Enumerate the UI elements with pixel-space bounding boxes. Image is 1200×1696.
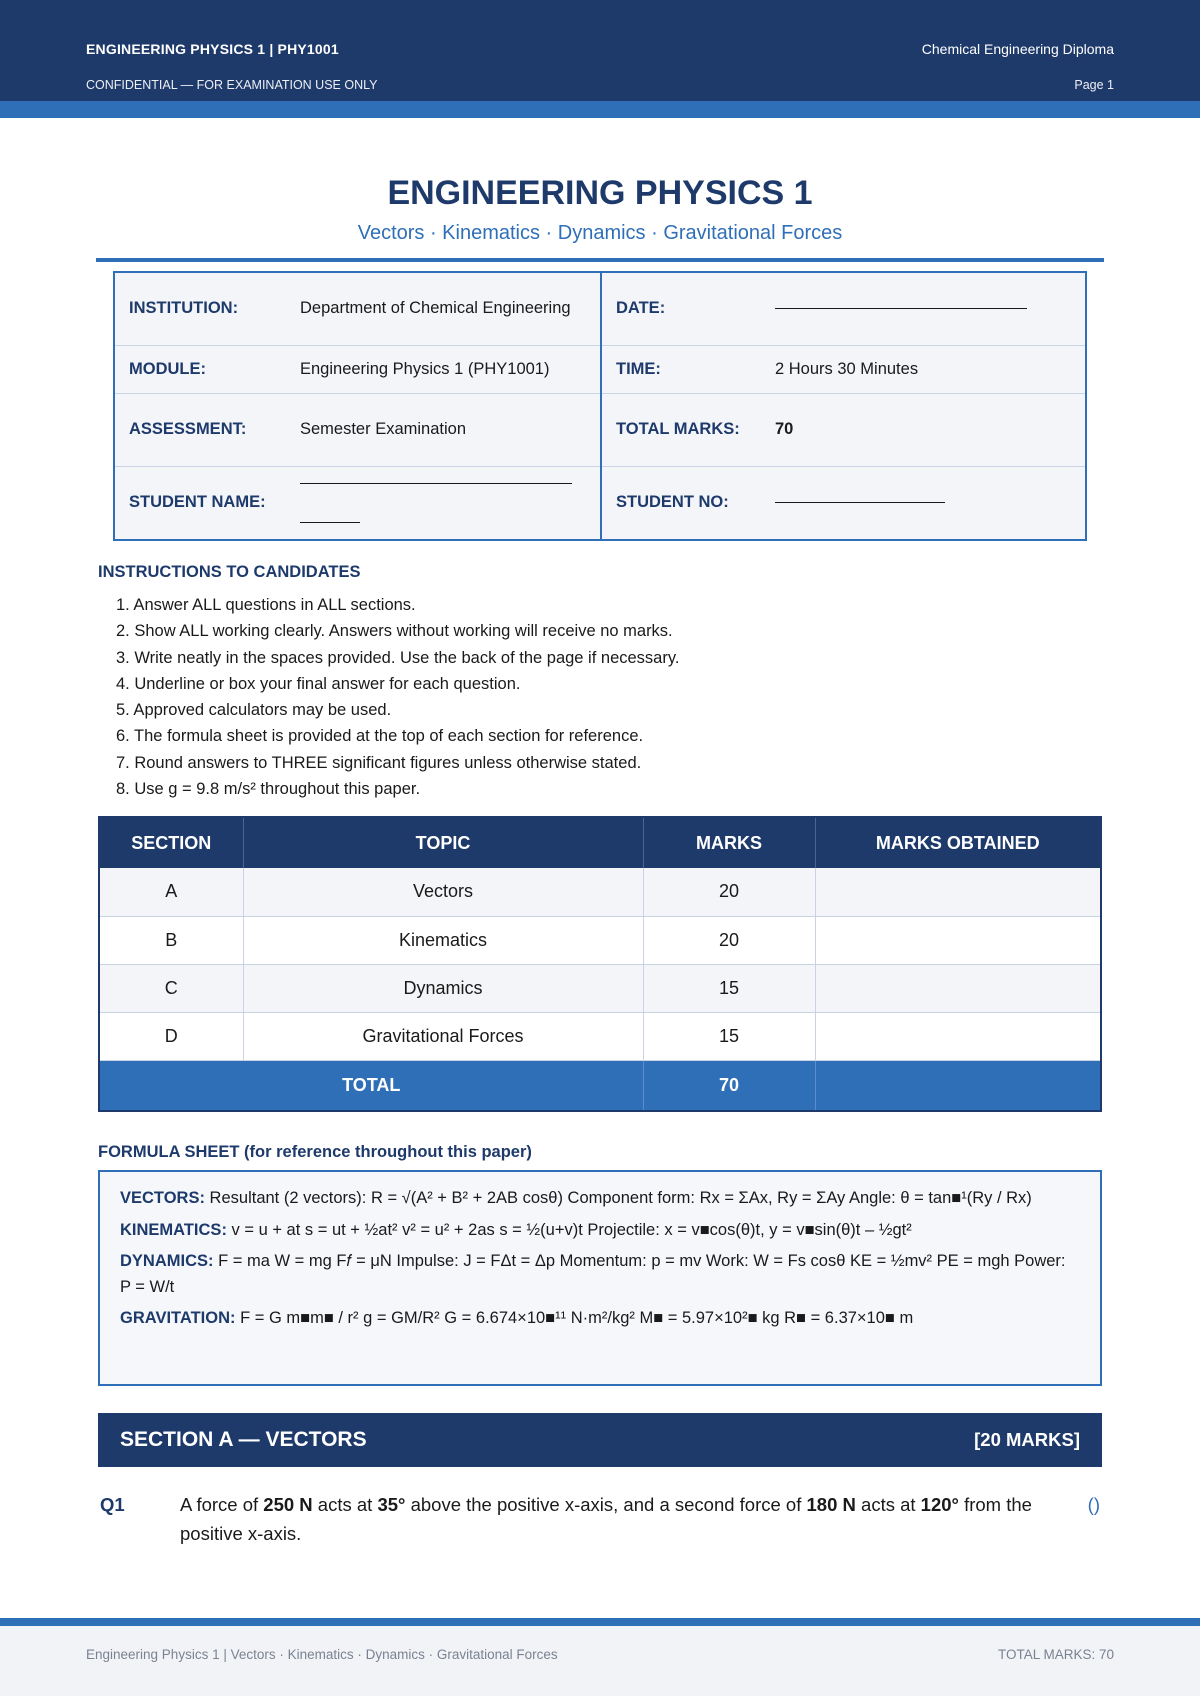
cell-marks-obtained[interactable] bbox=[815, 916, 1101, 964]
column-header-topic: TOPIC bbox=[243, 817, 643, 868]
formula-sheet-box bbox=[98, 1170, 1102, 1386]
q1-text-part: above the positive x-axis, and a second force of bbox=[405, 1494, 807, 1515]
title-divider bbox=[96, 258, 1104, 262]
student-name-blank[interactable] bbox=[286, 466, 601, 539]
instruction-item: 5. Approved calculators may be used. bbox=[116, 701, 392, 720]
page-header bbox=[0, 0, 1200, 101]
question-number: Q1 bbox=[100, 1494, 125, 1515]
cell-marks: 20 bbox=[643, 916, 815, 964]
section-a-title: SECTION A — VECTORS bbox=[120, 1428, 367, 1451]
formula-dynamics-label: DYNAMICS: bbox=[120, 1252, 214, 1270]
formula-kinematics bbox=[120, 1218, 1080, 1244]
q1-angle-2: 120° bbox=[920, 1494, 959, 1515]
institution-value: Department of Chemical Engineering bbox=[286, 273, 601, 345]
assessment-label: ASSESSMENT: bbox=[115, 393, 286, 466]
exam-info-box bbox=[113, 271, 1087, 541]
header-confidential: CONFIDENTIAL — FOR EXAMINATION USE ONLY bbox=[86, 78, 378, 92]
q1-force-2: 180 N bbox=[806, 1494, 856, 1515]
table-row bbox=[99, 1012, 1101, 1060]
formula-gravitation bbox=[120, 1306, 1080, 1332]
cell-marks: 20 bbox=[643, 868, 815, 916]
instruction-item: 7. Round answers to THREE significant figures unless otherwise stated. bbox=[116, 753, 642, 772]
instructions-list bbox=[116, 592, 679, 802]
info-row-institution bbox=[115, 273, 1085, 345]
page-title: ENGINEERING PHYSICS 1 bbox=[387, 174, 813, 212]
formula-sheet-heading: FORMULA SHEET (for reference throughout this paper) bbox=[98, 1143, 532, 1161]
instruction-item: 8. Use g = 9.8 m/s² throughout this paper. bbox=[116, 780, 421, 799]
cell-marks-obtained[interactable] bbox=[815, 1012, 1101, 1060]
total-marks-value: 70 bbox=[761, 393, 1085, 466]
instructions-heading: INSTRUCTIONS TO CANDIDATES bbox=[98, 563, 361, 581]
instruction-item: 6. The formula sheet is provided at the top of each section for reference. bbox=[116, 727, 644, 746]
footer-total-marks: TOTAL MARKS: 70 bbox=[997, 1647, 1114, 1662]
header-course: ENGINEERING PHYSICS 1 | PHY1001 bbox=[86, 41, 339, 57]
instruction-item: 4. Underline or box your final answer for each question. bbox=[116, 674, 521, 693]
table-row bbox=[99, 964, 1101, 1012]
page-subtitle: Vectors · Kinematics · Dynamics · Gravitational Forces bbox=[357, 222, 843, 244]
table-total-row bbox=[99, 1060, 1101, 1111]
cell-topic: Gravitational Forces bbox=[243, 1012, 643, 1060]
formula-vectors bbox=[120, 1186, 1080, 1212]
cell-marks: 15 bbox=[643, 964, 815, 1012]
student-no-blank-line[interactable] bbox=[775, 502, 945, 503]
instruction-item: 2. Show ALL working clearly. Answers without working will receive no marks. bbox=[116, 622, 673, 641]
info-row-assessment bbox=[115, 393, 1085, 466]
instruction-item: 3. Write neatly in the spaces provided. Use the back of the page if necessary. bbox=[116, 648, 680, 667]
module-value: Engineering Physics 1 (PHY1001) bbox=[286, 345, 601, 393]
q1-text-part: acts at bbox=[855, 1494, 921, 1515]
cell-section: B bbox=[99, 916, 243, 964]
formula-dynamics-text: F = ma W = mg F𝑓 = μN Impulse: J = FΔt = Δp Momentum: p = mv Work: W = Fs cosθ KE = ½mv² PE = mgh Power: P = W/t bbox=[120, 1252, 1066, 1296]
cell-section: A bbox=[99, 868, 243, 916]
cell-topic: Kinematics bbox=[243, 916, 643, 964]
total-marks-label: TOTAL MARKS: bbox=[601, 393, 761, 466]
formula-kinematics-label: KINEMATICS: bbox=[120, 1220, 227, 1239]
footer-accent-stripe bbox=[0, 1618, 1200, 1626]
column-header-section: SECTION bbox=[99, 817, 243, 868]
time-label: TIME: bbox=[601, 345, 761, 393]
header-program: Chemical Engineering Diploma bbox=[921, 41, 1114, 57]
time-value: 2 Hours 30 Minutes bbox=[761, 345, 1085, 393]
cell-marks-obtained[interactable] bbox=[815, 868, 1101, 916]
section-a-header bbox=[98, 1413, 1102, 1467]
student-name-line[interactable] bbox=[300, 483, 572, 484]
footer-left-text: Engineering Physics 1 | Vectors · Kinematics · Dynamics · Gravitational Forces bbox=[86, 1647, 558, 1662]
formula-vectors-text: Resultant (2 vectors): R = √(A² + B² + 2AB cosθ) Component form: Rx = ΣAx, Ry = ΣAy Angle: θ = tan■¹(Ry / Rx) bbox=[204, 1189, 1032, 1207]
instruction-item: 1. Answer ALL questions in ALL sections. bbox=[116, 596, 416, 614]
cell-topic: Vectors bbox=[243, 868, 643, 916]
cell-topic: Dynamics bbox=[243, 964, 643, 1012]
student-name-label: STUDENT NAME: bbox=[129, 493, 266, 512]
table-row bbox=[99, 868, 1101, 916]
total-label: TOTAL bbox=[99, 1060, 643, 1111]
table-header-row bbox=[99, 817, 1101, 868]
table-row bbox=[99, 916, 1101, 964]
q1-angle-1: 35° bbox=[377, 1494, 406, 1515]
date-label: DATE: bbox=[601, 273, 761, 345]
q1-text-part: acts at bbox=[312, 1494, 378, 1515]
total-marks-obtained[interactable] bbox=[815, 1060, 1101, 1111]
formula-kinematics-text: v = u + at s = ut + ½at² v² = u² + 2as s = ½(u+v)t Projectile: x = v■cos(θ)t, y = v■sin(θ)t – ½gt² bbox=[226, 1220, 912, 1239]
q1-text-part: A force of bbox=[180, 1494, 264, 1515]
header-accent-stripe bbox=[0, 101, 1200, 118]
cell-marks-obtained[interactable] bbox=[815, 964, 1101, 1012]
total-marks: 70 bbox=[643, 1060, 815, 1111]
q1-force-1: 250 N bbox=[263, 1494, 313, 1515]
formula-gravitation-label: GRAVITATION: bbox=[120, 1309, 236, 1327]
cell-marks: 15 bbox=[643, 1012, 815, 1060]
module-label: MODULE: bbox=[115, 345, 286, 393]
header-page-number: Page 1 bbox=[1074, 78, 1114, 92]
student-no-label: STUDENT NO: bbox=[616, 493, 729, 512]
student-name-line-2[interactable] bbox=[300, 522, 360, 523]
column-header-marks-obtained: MARKS OBTAINED bbox=[815, 817, 1101, 868]
institution-label: INSTITUTION: bbox=[115, 273, 286, 345]
formula-gravitation-text: F = G m■m■ / r² g = GM/R² G = 6.674×10■¹¹ N·m²/kg² M■ = 5.97×10²■ kg R■ = 6.37×10■ m bbox=[235, 1309, 914, 1327]
question-marks: () bbox=[1087, 1494, 1100, 1515]
column-header-marks: MARKS bbox=[643, 817, 815, 868]
formula-dynamics bbox=[120, 1249, 1080, 1300]
info-row-module bbox=[115, 345, 1085, 393]
formula-vectors-label: VECTORS: bbox=[120, 1189, 205, 1207]
question-text bbox=[180, 1490, 1080, 1548]
q1-text-part: from the positive x-axis. bbox=[180, 1494, 1032, 1544]
cell-section: C bbox=[99, 964, 243, 1012]
info-row-student bbox=[115, 466, 1085, 539]
assessment-value: Semester Examination bbox=[286, 393, 601, 466]
sections-marks-table bbox=[98, 816, 1102, 1112]
date-blank-line[interactable] bbox=[775, 308, 1027, 309]
page-footer bbox=[0, 1626, 1200, 1696]
section-a-marks: [20 MARKS] bbox=[974, 1429, 1080, 1450]
cell-section: D bbox=[99, 1012, 243, 1060]
